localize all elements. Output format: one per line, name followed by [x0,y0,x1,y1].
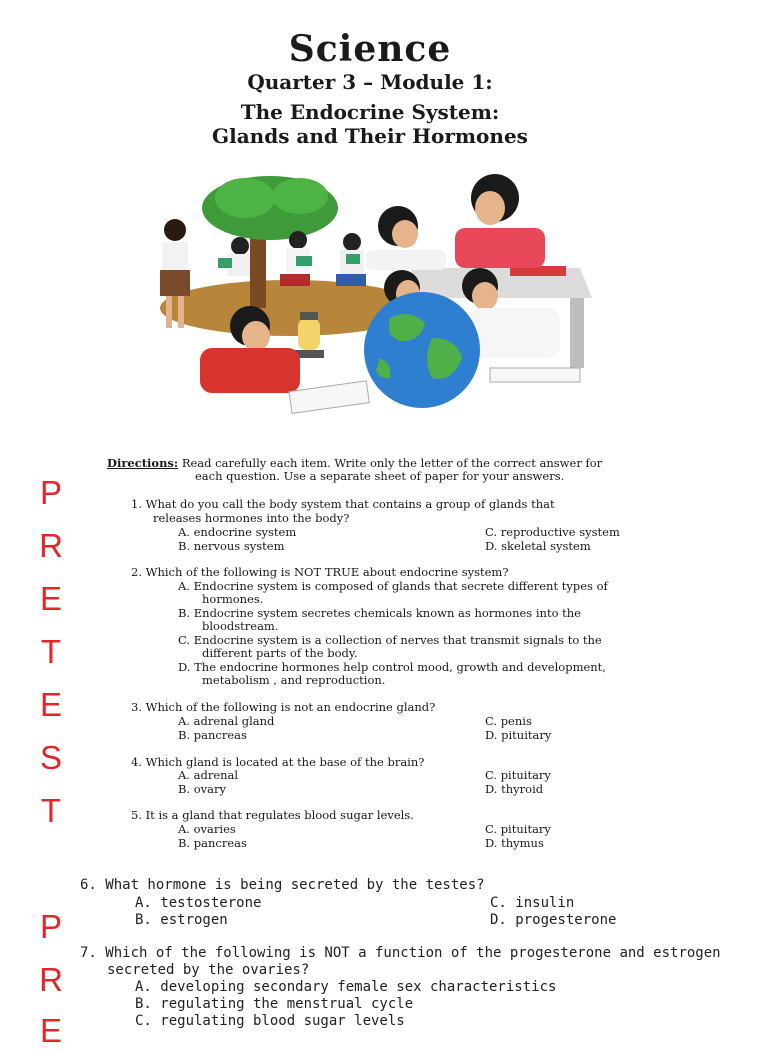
topic-subtitle: The Endocrine System: [240,100,500,124]
option-a: A. developing secondary female sex characteristics [135,979,557,995]
option-d: D. progesterone [490,912,617,928]
option-c-cont: different parts of the body. [202,646,358,660]
option-a: A. testosterone [135,895,262,911]
globe-shape [364,292,480,408]
option-b: B. nervous system [178,539,285,553]
question-stem: 5. It is a gland that regulates blood sugar levels. [131,808,414,822]
option-a: A. ovaries [178,822,236,836]
option-d: D. thymus [485,836,544,850]
pretest-letter: R [39,527,63,564]
question-stem: 2. Which of the following is NOT TRUE about endocrine system? [131,565,509,579]
topic-subtitle-2: Glands and Their Hormones [212,124,528,148]
option-c: C. reproductive system [485,525,620,539]
pretest-letter: P [39,908,62,945]
question-stem: 6. What hormone is being secreted by the testes? [80,877,485,893]
pretest-letter: R [39,961,63,998]
directions-text-2: each question. Use a separate sheet of paper for your answers. [195,469,565,483]
option-c: C. pituitary [485,768,551,782]
option-d: D. pituitary [485,728,552,742]
pretest-letter: E [39,580,62,617]
option-b-cont: bloodstream. [202,619,279,633]
option-a: A. Endocrine system is composed of glands that secrete different types of [178,579,608,593]
option-a: A. adrenal [178,768,239,782]
option-d: D. The endocrine hormones help control mood, growth and development, [178,660,606,674]
question-stem: 7. Which of the following is NOT a function of the progesterone and estrogen [80,945,721,961]
cover-illustration [140,168,600,418]
option-d-cont: metabolism , and reproduction. [202,673,386,687]
pretest-letter: T [40,633,62,670]
pretest-letter: T [40,792,62,829]
option-d: D. skeletal system [485,539,591,553]
option-c: C. penis [485,714,532,728]
option-c: C. Endocrine system is a collection of nerves that transmit signals to the [178,633,602,647]
girl-figure [164,219,186,241]
option-b: B. Endocrine system secretes chemicals known as hormones into the [178,606,581,620]
question-stem: 4. Which gland is located at the base of the brain? [131,755,425,769]
question-stem: 1. What do you call the body system that contains a group of glands that [131,497,555,511]
option-b: B. regulating the menstrual cycle [135,996,414,1012]
option-d: D. thyroid [485,782,544,796]
question-stem-cont: releases hormones into the body? [153,511,350,525]
option-b: B. pancreas [178,836,247,850]
question-stem: 3. Which of the following is not an endocrine gland? [131,700,436,714]
quarter-module-subtitle: Quarter 3 – Module 1: [247,70,493,94]
directions-label: Directions: [107,456,179,470]
option-b: B. estrogen [135,912,228,928]
pretest-letter: S [39,739,62,776]
option-c: C. regulating blood sugar levels [135,1013,405,1029]
option-b: B. ovary [178,782,227,796]
pretest-letter: E [39,1012,62,1049]
option-c: C. pituitary [485,822,551,836]
option-a-cont: hormones. [202,592,264,606]
page-title: Science [288,28,452,70]
question-stem-cont: secreted by the ovaries? [107,962,310,978]
option-a: A. adrenal gland [178,714,275,728]
option-c: C. insulin [490,895,575,911]
pretest-letter: E [39,686,62,723]
pretest-letter: P [39,474,62,511]
option-b: B. pancreas [178,728,247,742]
directions-text: Read carefully each item. Write only the letter of the correct answer for [181,456,603,470]
lamp-shape [298,318,320,350]
option-a: A. endocrine system [178,525,297,539]
